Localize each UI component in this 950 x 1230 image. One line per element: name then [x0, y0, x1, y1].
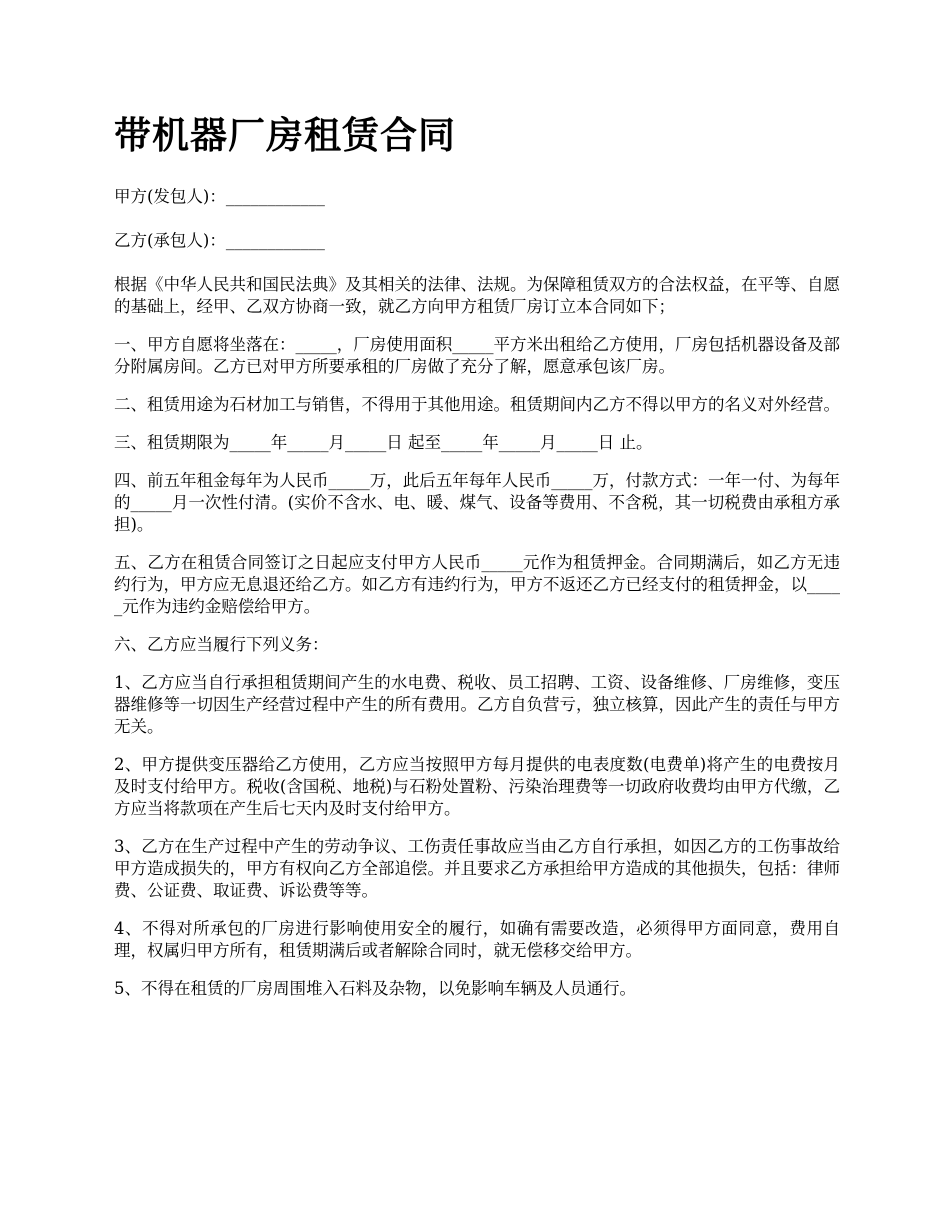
clause-1-paragraph: 一、甲方自愿将坐落在：_____，厂房使用面积_____平方米出租给乙方使用，厂房包括机器设备及部分附属房间。乙方已对甲方所要承租的厂房做了充分了解，愿意承包该厂房。: [114, 335, 840, 376]
obligation-5-paragraph: 5、不得在租赁的厂房周围堆入石料及杂物，以免影响车辆及人员通行。: [114, 979, 636, 998]
clause-4-paragraph: 四、前五年租金每年为人民币_____万，此后五年每年人民币_____万，付款方式：一年一付、为每年的_____月一次性付清。(实价不含水、电、暖、煤气、设备等费用、不含税，其一切税费由承租方承担)。: [114, 471, 840, 534]
obligation-1-paragraph: 1、乙方应当自行承担租赁期间产生的水电费、税收、员工招聘、工资、设备维修、厂房维修，变压器维修等一切因生产经营过程中产生的所有费用。乙方自负营亏，独立核算，因此产生的责任与甲方无关。: [114, 673, 840, 736]
clause-6-heading: 六、乙方应当履行下列义务：: [114, 635, 329, 654]
clause-2-paragraph: 二、租赁用途为石材加工与销售，不得用于其他用途。租赁期间内乙方不得以甲方的名义对外经营。: [114, 395, 840, 414]
party-a-line: 甲方(发包人)：____________: [114, 187, 325, 206]
clause-3-paragraph: 三、租赁期限为_____年_____月_____日 起至_____年_____月_____日 止。: [114, 433, 653, 452]
clause-5-paragraph: 五、乙方在租赁合同签订之日起应支付甲方人民币_____元作为租赁押金。合同期满后，如乙方无违约行为，甲方应无息退还给乙方。如乙方有违约行为，甲方不返还乙方已经支付的租赁押金，以_____元作为违约金赔偿给甲方。: [114, 553, 840, 616]
document-page: [114, 112, 840, 1016]
party-b-line: 乙方(承包人)：____________: [114, 231, 325, 250]
obligation-2-paragraph: 2、甲方提供变压器给乙方使用，乙方应当按照甲方每月提供的电表度数(电费单)将产生的电费按月及时支付给甲方。税收(含国税、地税)与石粉处置粉、污染治理费等一切政府收费均由甲方代缴，乙方应当将款项在产生后七天内及时支付给甲方。: [114, 755, 840, 818]
intro-paragraph: 根据《中华人民共和国民法典》及其相关的法律、法规。为保障租赁双方的合法权益，在平等、自愿的基础上，经甲、乙双方协商一致，就乙方向甲方租赁厂房订立本合同如下；: [114, 275, 840, 316]
document-title: 带机器厂房租赁合同: [114, 114, 456, 157]
obligation-3-paragraph: 3、乙方在生产过程中产生的劳动争议、工伤责任事故应当由乙方自行承担，如因乙方的工伤事故给甲方造成损失的，甲方有权向乙方全部追偿。并且要求乙方承担给甲方造成的其他损失，包括：律师费、公证费、取证费、诉讼费等等。: [114, 837, 840, 900]
obligation-4-paragraph: 4、不得对所承包的厂房进行影响使用安全的履行，如确有需要改造，必须得甲方面同意，费用自理，权属归甲方所有，租赁期满后或者解除合同时，就无偿移交给甲方。: [114, 919, 840, 960]
